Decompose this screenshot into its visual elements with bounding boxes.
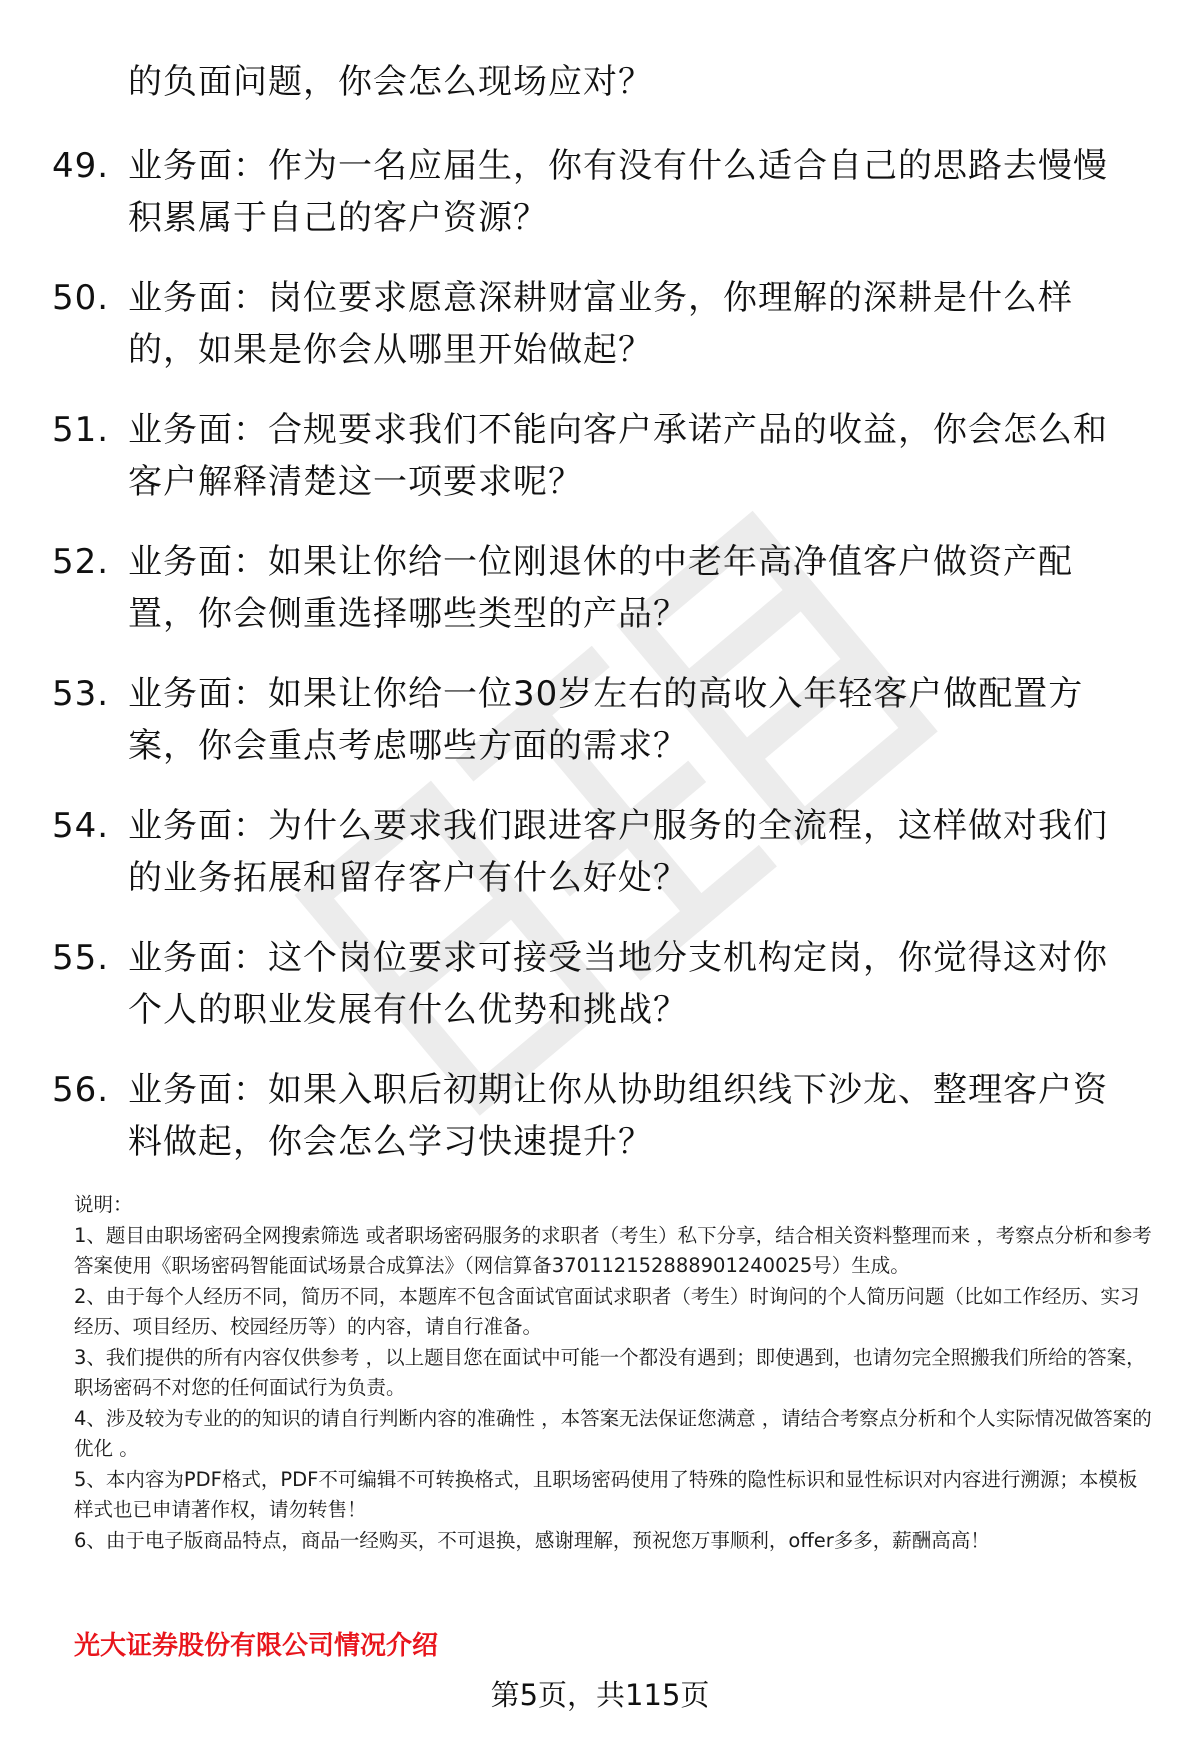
- question-item: [52, 800, 1162, 904]
- note-item: 6、由于电子版商品特点，商品一经购买，不可退换，感谢理解，预祝您万事顺利，offer多多，薪酬高高！: [74, 1528, 990, 1552]
- note-item: 1、题目由职场密码全网搜索筛选 或者职场密码服务的求职者（考生）私下分享，结合相关资料整理而来 ，考察点分析和参考答案使用《职场密码智能面试场景合成算法》（网信算备370112152888901240025号）生成。: [74, 1223, 1152, 1277]
- question-text: 业务面：作为一名应届生，你有没有什么适合自己的思路去慢慢积累属于自己的客户资源？: [128, 146, 1108, 238]
- question-text: 业务面：如果让你给一位刚退休的中老年高净值客户做资产配置，你会侧重选择哪些类型的产品？: [128, 542, 1073, 634]
- company-intro-heading: 光大证券股份有限公司情况介绍: [74, 1631, 439, 1661]
- question-item: [52, 404, 1162, 508]
- question-number: 51.: [52, 410, 110, 450]
- note-item: 2、由于每个人经历不同，简历不同，本题库不包含面试官面试求职者（考生）时询问的个人简历问题（比如工作经历、实习经历、项目经历、校园经历等）的内容，请自行准备。: [74, 1284, 1140, 1338]
- question-text: 业务面：岗位要求愿意深耕财富业务，你理解的深耕是什么样的，如果是你会从哪里开始做起？: [128, 278, 1073, 370]
- note-item: 4、涉及较为专业的的知识的请自行判断内容的准确性 ，本答案无法保证您满意 ，请结合考察点分析和个人实际情况做答案的优化 。: [74, 1406, 1152, 1460]
- question-item: [52, 272, 1162, 376]
- question-number: 55.: [52, 938, 110, 978]
- question-text: 业务面：为什么要求我们跟进客户服务的全流程，这样做对我们的业务拓展和留存客户有什么好处？: [128, 806, 1108, 898]
- question-number: 49.: [52, 146, 110, 186]
- question-text: 业务面：如果入职后初期让你从协助组织线下沙龙、整理客户资料做起，你会怎么学习快速提升？: [128, 1070, 1108, 1162]
- question-number: 53.: [52, 674, 110, 714]
- question-item: [52, 932, 1162, 1036]
- question-list: [52, 140, 1162, 1196]
- question-text: 业务面：这个岗位要求可接受当地分支机构定岗，你觉得这对你个人的职业发展有什么优势和挑战？: [128, 938, 1108, 1030]
- note-item: 3、我们提供的所有内容仅供参考 ，以上题目您在面试中可能一个都没有遇到；即使遇到，也请勿完全照搬我们所给的答案，职场密码不对您的任何面试行为负责。: [74, 1345, 1146, 1399]
- question-text: 业务面：合规要求我们不能向客户承诺产品的收益，你会怎么和客户解释清楚这一项要求呢？: [128, 410, 1108, 502]
- page-number: 第5页，共115页: [490, 1678, 710, 1712]
- question-number: 52.: [52, 542, 110, 582]
- question-number: 50.: [52, 278, 110, 318]
- question-item: [52, 536, 1162, 640]
- question-item: [52, 668, 1162, 772]
- question-number: 56.: [52, 1070, 110, 1110]
- question-item: [52, 1064, 1162, 1168]
- notes-title: 说明：: [74, 1193, 133, 1216]
- question-text: 业务面：如果让你给一位30岁左右的高收入年轻客户做配置方案，你会重点考虑哪些方面的需求？: [128, 674, 1084, 766]
- previous-question-continuation: 的负面问题，你会怎么现场应对？: [128, 62, 653, 102]
- note-item: 5、本内容为PDF格式，PDF不可编辑不可转换格式，且职场密码使用了特殊的隐性标识和显性标识对内容进行溯源；本模板样式也已申请著作权，请勿转售！: [74, 1467, 1138, 1521]
- notes-section: [74, 1190, 1154, 1556]
- question-item: [52, 140, 1162, 244]
- question-number: 54.: [52, 806, 110, 846]
